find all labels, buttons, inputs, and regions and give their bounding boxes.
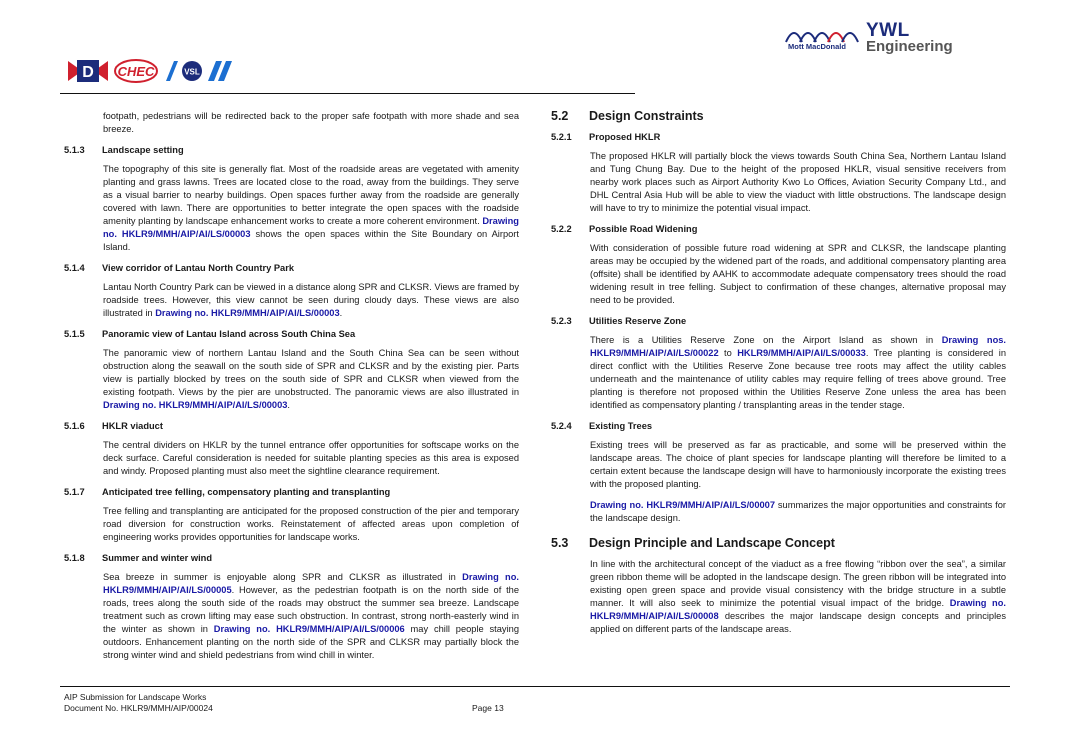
drawing-ref-link[interactable]: Drawing nos. HKLR9/MMH/AIP/AI/LS/00022: [590, 335, 1007, 358]
section-5-3-body: In line with the architectural concept of the viaduct as a free flowing “ribbon over the sea”, a similar green ribbon theme will be adopted in the landscape design. The green ribbon will be integrated into existing open green space and provide visual consistency with the bridge structure in a subtle manner. It will also seek to minimize the potential visual impact of the bridge. Drawing no. HKLR9/MMH/AIP/AI/LS/00008 describes the major landscape design concepts and principles applied on different parts of the landscape areas.: [590, 559, 1006, 634]
mott-macdonald-wordmark: Mott MacDonald: [788, 42, 846, 51]
drawing-ref-link[interactable]: Drawing no. HKLR9/MMH/AIP/AI/LS/00005: [103, 572, 520, 595]
footer-title: AIP Submission for Landscape Works: [64, 692, 207, 702]
drawing-ref-link[interactable]: Drawing no. HKLR9/MMH/AIP/AI/LS/00003: [103, 216, 519, 239]
svg-text:CHEC: CHEC: [117, 64, 155, 79]
section-5-1-8-body: Sea breeze in summer is enjoyable along SPR and CLKSR as illustrated in Drawing no. HKLR9/MMH/AIP/AI/LS/00005. However, as the pedestrian footpath is on the north side of the roads, trees along the south side of the roads may obstruct the summer sea breeze. Landscape treatment such as crown lifting may ease such obstruction. In contrast, strong north-easterly wind in the winter as shown in Drawing no. HKLR9/MMH/AIP/AI/LS/00006 may chill people staying outdoors. Enhancement planting on the north side of the SPR and CLKSR may partially block the strong winter wind and shield pedestrians from wind chill in winter.: [103, 572, 520, 660]
section-5-2-heading: 5.2 Design Constraints: [551, 109, 704, 123]
section-5-2-1-body: The proposed HKLR will partially block the views towards South China Sea, Northern Lantau Island and Tung Chung Bay. Due to the height of the proposed HKLR, visual sensitive receivers from nearby work places such as Airport Authority Kwo Lo Offices, Aviation Security Company Ltd., and DHL Central Asia Hub will be able to view the viaduct with little obstructions. The landscape design will have to try to minimize the potential visual impact.: [590, 151, 1006, 213]
section-5-2-2-heading: 5.2.2 Possible Road Widening: [551, 224, 698, 234]
section-5-2-4-summary: Drawing no. HKLR9/MMH/AIP/AI/LS/00007 summarizes the major opportunities and constraints for the landscape design.: [590, 500, 1006, 523]
section-5-1-8-heading: 5.1.8 Summer and winter wind: [64, 553, 213, 563]
section-5-1-7-body: Tree felling and transplanting are anticipated for the proposed construction of the pier and temporary road diversion for construction works. Reinstatement of affected areas upon completion of engineering works provides opportunities for landscape works.: [103, 506, 519, 542]
mott-macdonald-arcs-icon: [784, 22, 864, 44]
section-5-2-1-heading: 5.2.1 Proposed HKLR: [551, 132, 661, 142]
gammon-logo-icon: [68, 59, 108, 83]
header-divider: [60, 93, 635, 94]
drawing-ref-link[interactable]: Drawing no. HKLR9/MMH/AIP/AI/LS/00003: [155, 308, 340, 318]
footer-document-info: [64, 692, 213, 714]
section-5-3-heading: 5.3 Design Principle and Landscape Concept: [551, 536, 835, 550]
ywl-wordmark: YWL: [866, 20, 910, 41]
section-5-1-6-body: The central dividers on HKLR by the tunnel entrance offer opportunities for softscape works on the deck surface. Careful consideration is needed for suitable planting species as this area is exposed and windy. Proposed planting must also meet the sightline clearance requirement.: [103, 440, 519, 476]
section-5-1-6-heading: 5.1.6 HKLR viaduct: [64, 421, 163, 431]
section-5-2-3-body: There is a Utilities Reserve Zone on the Airport Island as shown in Drawing nos. HKLR9/MMH/AIP/AI/LS/00022 to HKLR9/MMH/AIP/AI/LS/00033. Tree planting is considered in direct conflict with the Utilities Reserve Zone because tree roots may affect the utility cables underneath and the maintenance of utility cables may require felling of trees above ground. Tree planting is therefore not proposed within the Utilities Reserve Zone unless the area has been identified as compensatory planting / transplanting areas in the tender stage.: [590, 335, 1007, 410]
svg-text:D: D: [82, 64, 94, 81]
section-5-1-4-heading: 5.1.4 View corridor of Lantau North Country Park: [64, 263, 294, 273]
contractor-logos: [68, 58, 234, 84]
section-5-1-7-heading: 5.1.7 Anticipated tree felling, compensatory planting and transplanting: [64, 487, 391, 497]
engineering-wordmark: Engineering: [866, 38, 953, 55]
intro-paragraph: footpath, pedestrians will be redirected back to the proper safe footpath with more shade and sea breeze.: [103, 111, 519, 134]
left-column: [64, 110, 519, 670]
section-5-1-5-heading: 5.1.5 Panoramic view of Lantau Island across South China Sea: [64, 329, 356, 339]
section-5-2-4-heading: 5.2.4 Existing Trees: [551, 421, 653, 431]
chec-logo-icon: [114, 59, 158, 83]
drawing-ref-link[interactable]: Drawing no. HKLR9/MMH/AIP/AI/LS/00007: [590, 500, 776, 510]
footer-divider: [60, 686, 1010, 687]
right-column: [551, 110, 1006, 644]
drawing-ref-link[interactable]: Drawing no. HKLR9/MMH/AIP/AI/LS/00008: [590, 598, 1006, 621]
section-5-2-4-body: Existing trees will be preserved as far as practicable, and some will be preserved within the landscape areas. The choice of plant species for landscape planting will therefore be limited to a certain extent because the landscape design will have to harmoniously incorporate the existing trees with the proposed planting.: [590, 440, 1006, 489]
section-5-2-2-body: With consideration of possible future road widening at SPR and CLKSR, the landscape planting areas may be occupied by the widened part of the roads, and additional compensatory planting area (offsite) shall be identified by AAHK to accommodate adequate compensatory trees should the road widening result in tree felling. Subject to confirmation of these changes, alternative proposal may need to be provided.: [590, 243, 1006, 305]
drawing-ref-link[interactable]: Drawing no. HKLR9/MMH/AIP/AI/LS/00006: [213, 624, 405, 634]
vsl-logo-icon: [164, 59, 234, 83]
section-5-1-5-body: The panoramic view of northern Lantau Island and the South China Sea can be seen without obstruction along the seawall on the south side of SPR and CLKSR and by the existing pier. Parts view is partially blocked by trees on the south side of SPR and CLKSR when viewed from the existing footpath. Views by the pier are unobstructed. The panoramic views are also illustrated in Drawing no. HKLR9/MMH/AIP/AI/LS/00003.: [103, 348, 519, 410]
drawing-ref-link[interactable]: Drawing no. HKLR9/MMH/AIP/AI/LS/00003: [103, 400, 288, 410]
page-number: Page 13: [472, 703, 504, 713]
drawing-ref-link[interactable]: HKLR9/MMH/AIP/AI/LS/00033: [737, 348, 866, 358]
section-5-2-3-heading: 5.2.3 Utilities Reserve Zone: [551, 316, 687, 326]
section-5-1-4-body: Lantau North Country Park can be viewed in a distance along SPR and CLKSR. Views are framed by roadside trees. However, this view cannot be seen during cloudy days. These views are also illustrated in Drawing no. HKLR9/MMH/AIP/AI/LS/00003.: [103, 282, 519, 318]
section-5-1-3-body: The topography of this site is generally flat. Most of the roadside areas are vegetated with amenity planting and grass lawns. Trees are located close to the road, away from the buildings. They serve as a visual barrier to nearby buildings. Open spaces further away from the roadside are generally covered with lawn. There are opportunities to better integrate the open spaces with the roadside amenity planting by landscape enhancement works to create a more coherent environment. Drawing no. HKLR9/MMH/AIP/AI/LS/00003 shows the open spaces within the Site Boundary on Airport Island.: [103, 164, 519, 252]
svg-text:VSL: VSL: [184, 67, 200, 77]
consultant-logo: [780, 20, 980, 60]
footer-document-number: Document No. HKLR9/MMH/AIP/00024: [64, 703, 213, 713]
section-5-1-3-heading: 5.1.3 Landscape setting: [64, 145, 184, 155]
